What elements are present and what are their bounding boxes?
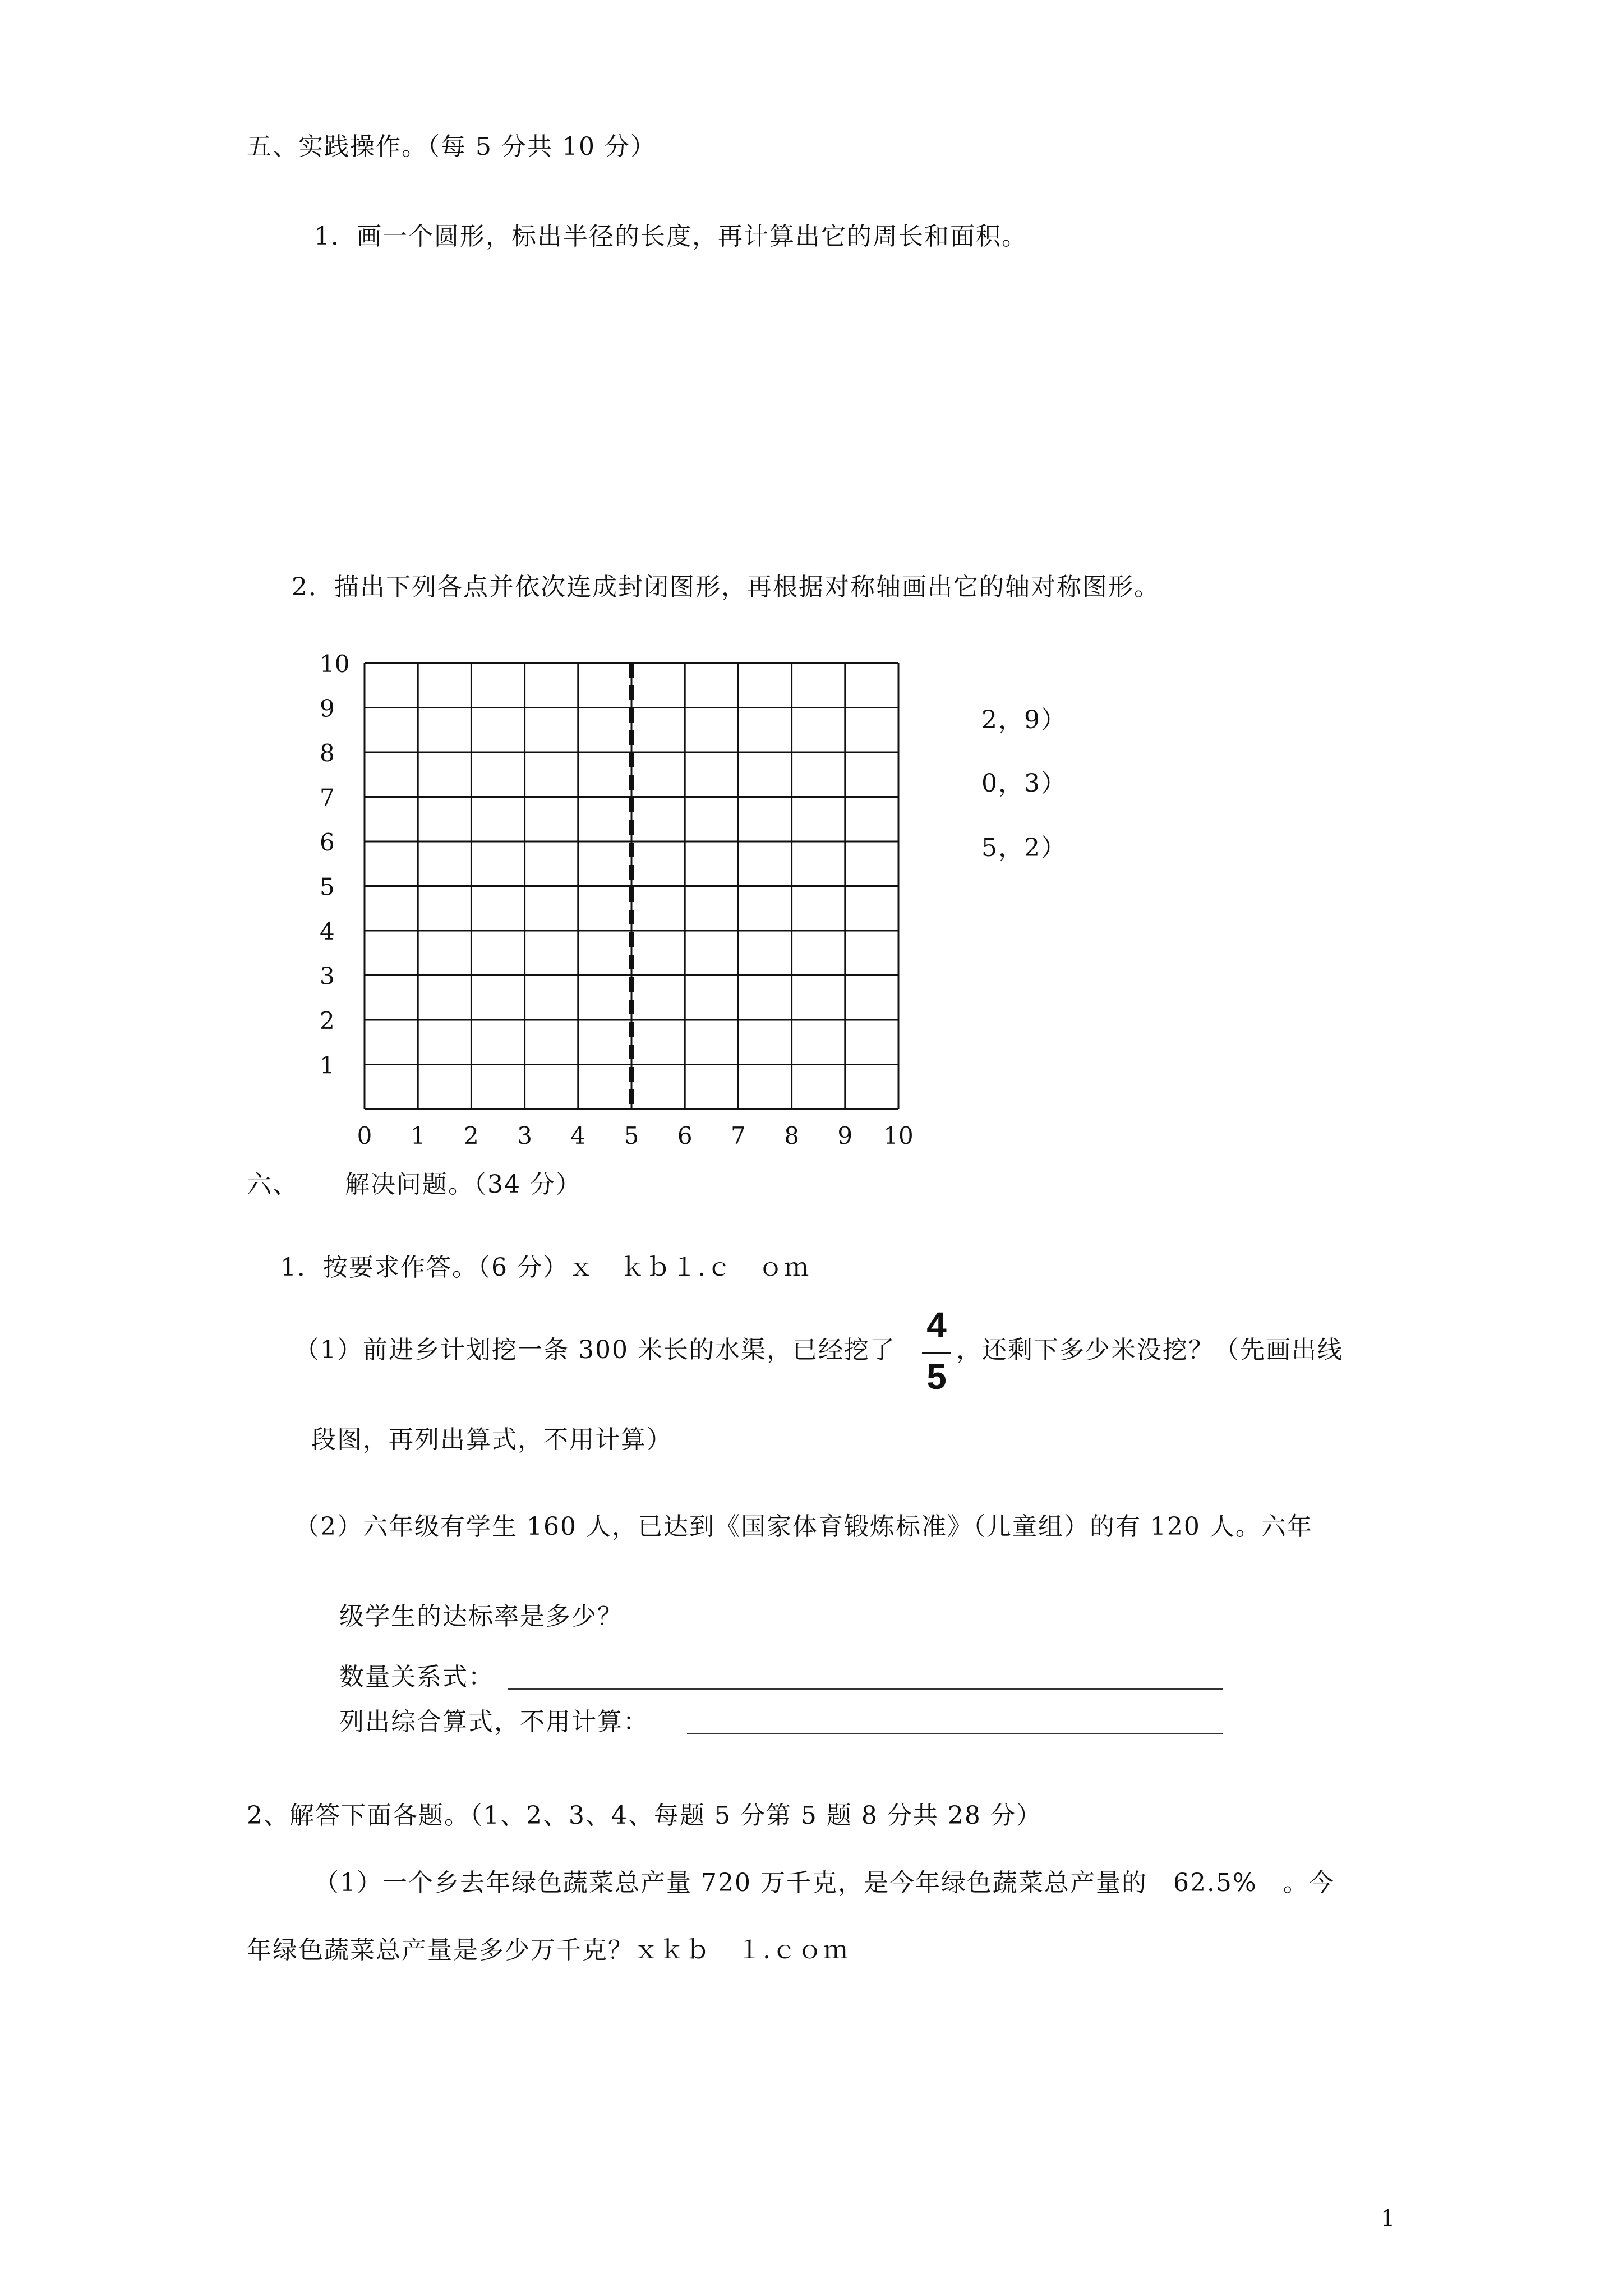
problem-2-line-b: 级学生的达标率是多少？ [339,1602,623,1631]
fraction-denominator: 5 [926,1356,947,1397]
fraction-numerator: 4 [926,1305,947,1345]
y-axis-labels [320,650,349,1079]
problem-1-line-b: ，还剩下多少米没挖？（先画出线 [956,1336,1343,1364]
question-6-1-title: 1．按要求作答。（6 分）ｘ ｋｂ１.ｃ ｏｍ [280,1253,810,1282]
x-tick-label: 0 [357,1122,372,1149]
y-tick-label: 3 [320,962,335,990]
y-tick-label: 4 [320,918,335,945]
x-tick-label: 1 [410,1122,426,1149]
formula-answer-blank[interactable] [687,1733,1223,1734]
y-tick-label: 8 [320,739,335,767]
point-2: 0，3） [981,769,1067,798]
y-tick-label: 5 [320,873,335,901]
x-tick-label: 10 [883,1122,914,1149]
x-tick-label: 2 [464,1122,479,1149]
y-tick-label: 7 [320,784,335,812]
problem-6-2-1-line-a: （1）一个乡去年绿色蔬菜总产量 720 万千克，是今年绿色蔬菜总产量的 62.5% 。今 [314,1869,1335,1897]
x-tick-label: 3 [517,1122,532,1149]
point-1: 2，9） [981,706,1067,734]
section6-title: 解决问题。（34 分） [345,1170,582,1199]
formula-label: 列出综合算式，不用计算： [339,1708,649,1736]
y-tick-label: 2 [320,1007,335,1034]
x-tick-label: 9 [837,1122,853,1149]
point-3: 5，2） [981,834,1067,862]
fraction-bar [922,1352,951,1354]
y-tick-label: 10 [320,650,350,678]
y-tick-label: 1 [320,1051,335,1079]
grid-lines [365,663,898,1109]
y-tick-label: 9 [320,694,335,723]
x-tick-label: 5 [624,1122,639,1149]
relation-answer-blank[interactable] [508,1688,1223,1690]
page-number: 1 [1381,2206,1396,2231]
x-tick-label: 6 [677,1122,693,1149]
problem-1-line-c: 段图，再列出算式，不用计算） [311,1425,672,1454]
problem-1-line-a: （1）前进乡计划挖一条 300 米长的水渠，已经挖了 [294,1336,896,1364]
question-6-2-title: 2、解答下面各题。（1、2、3、4、每题 5 分第 5 题 8 分共 28 分） [247,1801,1042,1830]
section5-title: 五、实践操作。（每 5 分共 10 分） [247,132,656,161]
x-tick-label: 4 [570,1122,586,1149]
problem-2-line-a: （2）六年级有学生 160 人，已达到《国家体育锻炼标准》（儿童组）的有 120 人。六年 [294,1512,1313,1541]
question-1-draw-circle: 1．画一个圆形，标出半径的长度，再计算出它的周长和面积。 [314,222,1027,251]
x-axis-labels [357,1122,914,1149]
x-tick-label: 7 [731,1122,746,1149]
y-tick-label: 6 [320,829,335,856]
x-tick-label: 8 [784,1122,799,1149]
section6-number: 六、 [247,1170,298,1199]
fraction-four-fifths [920,1305,953,1397]
relation-label: 数量关系式： [339,1663,494,1691]
problem-6-2-1-line-b: 年绿色蔬菜总产量是多少万千克？ｘｋｂ １.ｃｏｍ [247,1936,849,1964]
question-2-plot-points: 2．描出下列各点并依次连成封闭图形，再根据对称轴画出它的轴对称图形。 [292,573,1160,601]
